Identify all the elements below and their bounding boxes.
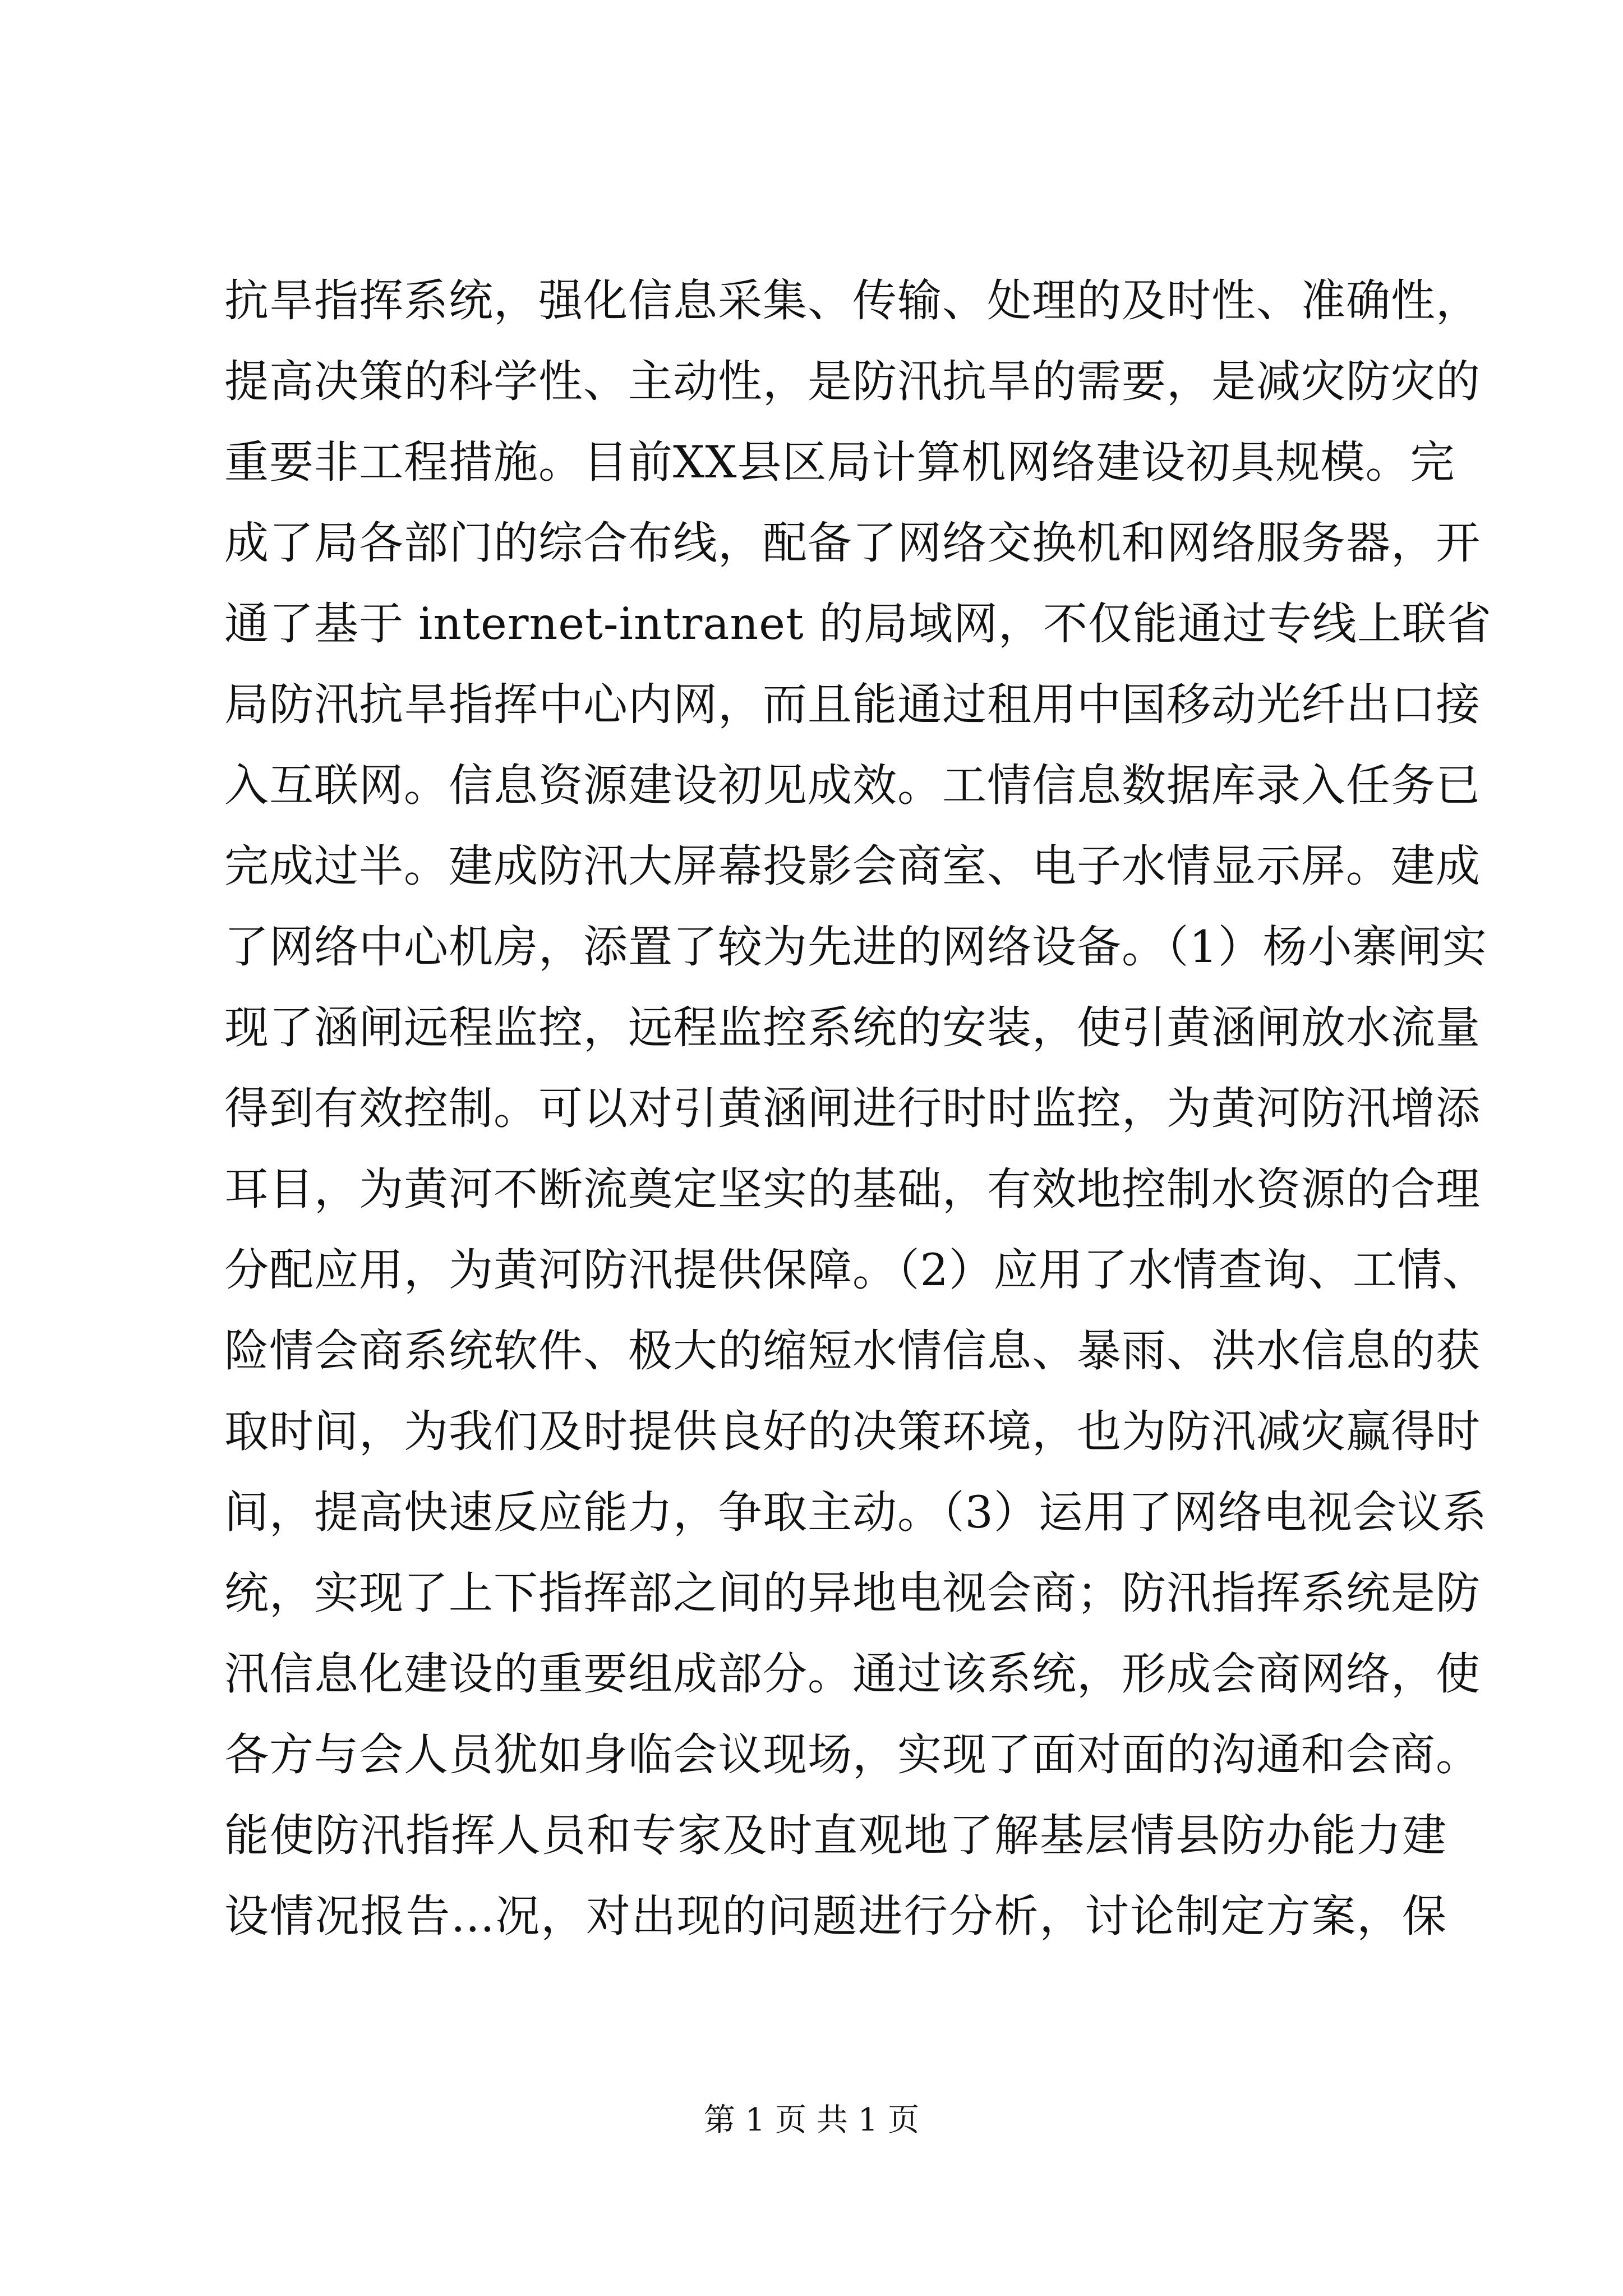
- text-line: 间，提高快速反应能力，争取主动。（3）运用了网络电视会议系: [224, 1487, 1487, 1538]
- text-line: 能使防汛指挥人员和专家及时直观地了解基层情县防办能力建: [224, 1810, 1447, 1861]
- text-line: 重要非工程措施。目前XX县区局计算机网络建设初具规模。完: [224, 436, 1455, 488]
- text-line: 得到有效控制。可以对引黄涵闸进行时时监控，为黄河防汛增添: [224, 1083, 1481, 1134]
- text-line: 入互联网。信息资源建设初见成效。工情信息数据库录入任务已: [224, 760, 1481, 811]
- text-line: 取时间，为我们及时提供良好的决策环境，也为防汛减灾赢得时: [224, 1406, 1481, 1457]
- text-line: 现了涵闸远程监控，远程监控系统的安装，使引黄涵闸放水流量: [224, 1002, 1481, 1053]
- text-line: 局防汛抗旱指挥中心内网，而且能通过租用中国移动光纤出口接: [224, 679, 1481, 730]
- text-line: 抗旱指挥系统，强化信息采集、传输、处理的及时性、准确性，: [224, 275, 1481, 326]
- text-line: 设情况报告...况，对出现的问题进行分析，讨论制定方案，保: [224, 1890, 1447, 1942]
- text-line: 各方与会人员犹如身临会议现场，实现了面对面的沟通和会商。: [224, 1729, 1481, 1780]
- text-line: 提高决策的科学性、主动性，是防汛抗旱的需要，是减灾防灾的: [224, 356, 1481, 407]
- text-line: 通了基于 internet-intranet 的局域网，不仅能通过专线上联省: [224, 598, 1492, 650]
- text-line: 了网络中心机房，添置了较为先进的网络设备。（1）杨小寨闸实: [224, 921, 1487, 973]
- text-line: 险情会商系统软件、极大的缩短水情信息、暴雨、洪水信息的获: [224, 1325, 1481, 1377]
- text-line: 统，实现了上下指挥部之间的异地电视会商；防汛指挥系统是防: [224, 1567, 1481, 1619]
- body-paragraph: [224, 260, 1492, 1957]
- text-line: 成了局各部门的综合布线，配备了网络交换机和网络服务器，开: [224, 517, 1481, 569]
- page-number-footer: 第 1 页 共 1 页: [703, 2102, 920, 2138]
- text-line: 分配应用，为黄河防汛提供保障。（2）应用了水情查询、工情、: [224, 1244, 1487, 1296]
- text-line: 汛信息化建设的重要组成部分。通过该系统，形成会商网络，使: [224, 1648, 1481, 1700]
- text-line: 完成过半。建成防汛大屏幕投影会商室、电子水情显示屏。建成: [224, 840, 1481, 892]
- text-line: 耳目，为黄河不断流奠定坚实的基础，有效地控制水资源的合理: [224, 1163, 1481, 1215]
